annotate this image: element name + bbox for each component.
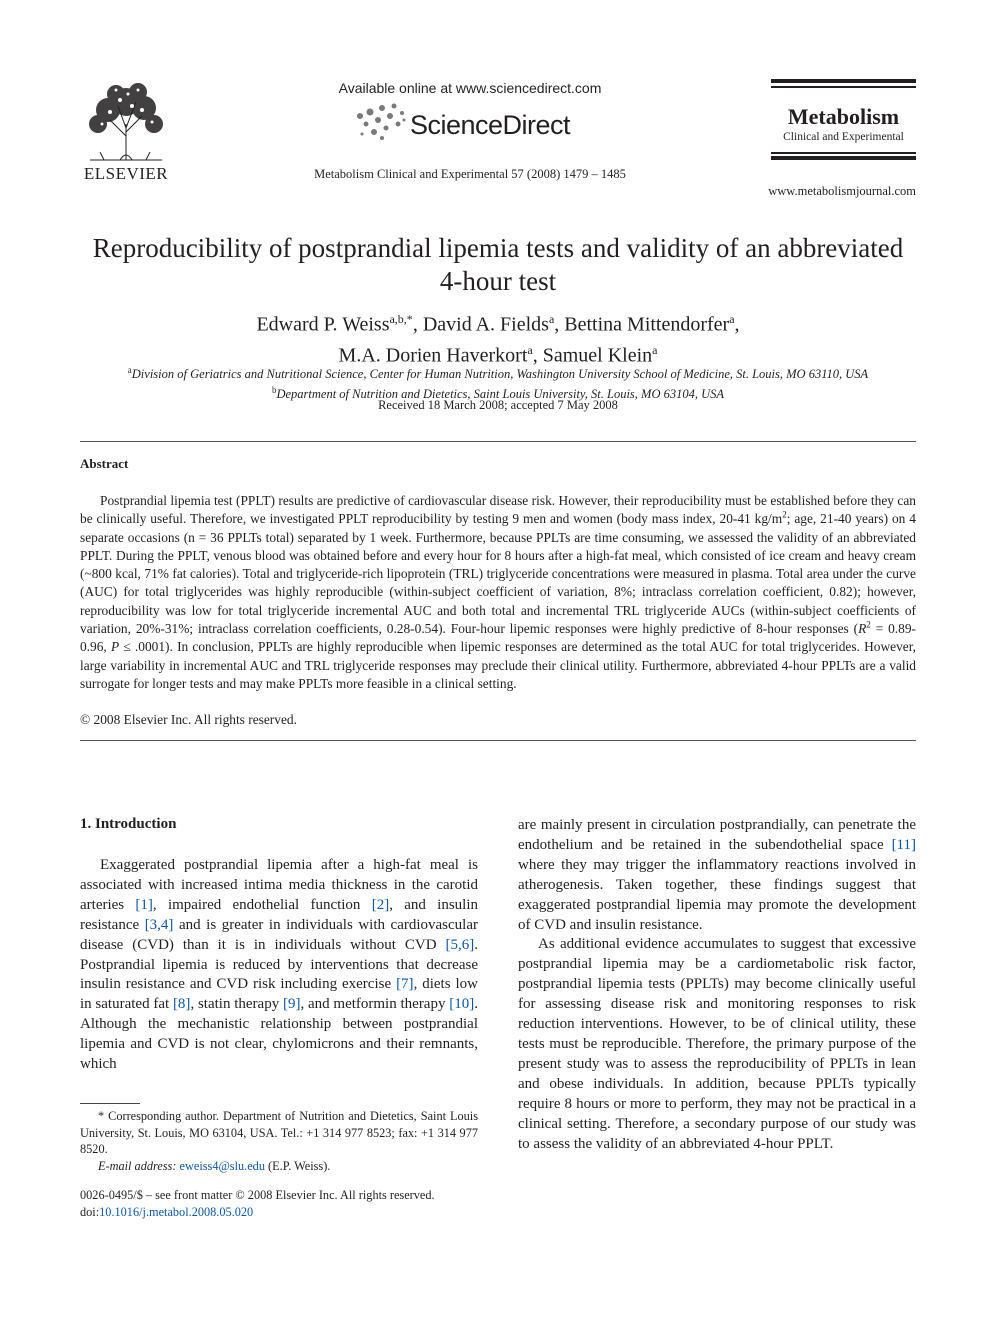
intro-paragraph-1 <box>80 856 478 1075</box>
received-accepted-dates: Received 18 March 2008; accepted 7 May 2008 <box>378 398 618 412</box>
available-online-text: Available online at www.sciencedirect.com <box>338 80 602 96</box>
journal-subtitle: Clinical and Experimental <box>783 131 904 143</box>
body-text: , statin therapy <box>190 996 283 1013</box>
doi-line <box>80 1204 500 1221</box>
author-separator: , <box>554 313 565 336</box>
author-name[interactable]: M.A. Dorien Haverkort <box>338 344 528 367</box>
author-affiliation-marker: a <box>527 342 533 357</box>
author-name[interactable]: Samuel Klein <box>542 344 653 367</box>
reference-link[interactable]: [1] <box>135 896 153 913</box>
section-heading-introduction: 1. Introduction <box>80 816 177 832</box>
intro-paragraph-1-continued <box>518 816 916 935</box>
r-symbol: R <box>858 621 867 637</box>
abstract-text: = 0.89-0.96, <box>80 621 917 655</box>
brand-rule <box>771 152 916 154</box>
body-text: Exaggerated postprandial lipemia after a high-fat meal is associated with increased intima media thickness in the carotid arteries <box>80 857 478 913</box>
body-text: , diets low in saturated fat <box>80 976 478 1013</box>
reference-link[interactable]: [9] <box>282 996 301 1013</box>
author-name[interactable]: David A. Fields <box>422 313 549 336</box>
body-text: where they may trigger the inflammatory reactions involved in atherogenesis. Taken together, these findings suggest that exaggerated postprandial lipemia may promote the development of CVD and insulin resistance. <box>518 856 916 933</box>
journal-brand: Metabolism <box>787 104 900 129</box>
affiliation-a <box>80 362 916 382</box>
article-title <box>80 232 916 298</box>
author-list <box>80 307 916 368</box>
abstract-rule-top <box>80 441 916 442</box>
affiliation-label: a <box>127 365 132 375</box>
title-line-1: Reproducibility of postprandial lipemia tests and validity of an abbreviated <box>92 233 904 263</box>
author-separator: , <box>734 313 740 336</box>
corresponding-author-note: * Corresponding author. Department of Nutrition and Dietetics, Saint Louis University, St. Louis, MO 63104, USA. Tel.: +1 314 977 8523; fax: +1 314 977 8520. <box>80 1109 478 1156</box>
journal-url: www.metabolismjournal.com <box>768 184 916 198</box>
body-text: are mainly present in circulation postprandially, can penetrate the endothelium and be retained in the subendothelial space <box>518 817 916 853</box>
author-affiliation-marker: a,b,* <box>389 312 413 326</box>
body-column-right <box>518 816 916 1154</box>
front-matter <box>80 1187 500 1220</box>
intro-paragraph-2: As additional evidence accumulates to suggest that excessive postprandial lipemia may be a cardiometabolic risk factor, postprandial lipemia tests (PPLTs) may become clinically useful for assessing disease risk and monitoring responses to risk reduction interventions. However, to be of clinical utility, these tests must be reproducible. Therefore, the primary purpose of the present study was to assess the reproducibility of PPLTs in lean and obese individuals. In addition, because PPLTs typically require 8 hours or more to perform, they may not be practical in a clinical setting. Therefore, a secondary purpose of our study was to assess the validity of an abbreviated 4-hour PPLT. <box>518 936 916 1152</box>
reference-link[interactable]: [10] <box>449 996 475 1013</box>
abstract-text: Postprandial lipemia test (PPLT) results are predictive of cardiovascular disease risk. However, their reproducibility must be established before they can be clinically useful. Therefore, we investigated PPLT reproducibility by testing 9 men and women (body mass index, 20-41 kg/m <box>80 493 916 527</box>
copyright-notice: © 2008 Elsevier Inc. All rights reserved. <box>80 712 297 727</box>
author-separator: , <box>532 344 543 367</box>
author-name[interactable]: Edward P. Weiss <box>256 313 390 336</box>
author-affiliation-marker: a <box>652 342 658 357</box>
p-symbol: P <box>110 639 120 655</box>
superscript: 2 <box>782 509 787 520</box>
footnote <box>80 1108 478 1174</box>
abstract-text: ≤ .0001). In conclusion, PPLTs are highly reproducible when lipemic responses are determined as the total AUC for total triglycerides. However, large variability in incremental AUC and TRL triglyceride responses may preclude their clinical utility. Furthermore, abbreviated 4-hour PPLTs are a valid surrogate for longer tests and may make PPLTs more feasible in a clinical setting. <box>80 639 916 691</box>
body-text: , impaired endothelial function <box>152 896 372 913</box>
body-text: . Although the mechanistic relationship between postprandial lipemia and CVD is not clear, chylomicrons and their remnants, which <box>80 996 478 1073</box>
author-separator: , <box>412 313 423 336</box>
reference-link[interactable]: [7] <box>396 976 414 993</box>
body-text: , and metformin therapy <box>300 996 450 1013</box>
footnote-rule <box>80 1103 140 1104</box>
abstract-text: ; age, 21-40 years) on 4 separate occasions (n = 36 PPLTs total) separated by 1 week. Furthermore, because PPLTs are time consuming, we assessed the validity of an abbreviated PPLT. During the PPLT, venous blood was obtained before and every hour for 8 hours after a high-fat meal, which consisted of ice cream and heavy cream (~800 kcal, 71% fat calories). Total and triglyceride-rich lipoprotein (TRL) triglyceride concentrations were measured in plasma. Total area under the curve (AUC) for total triglycerides was highly reproducible (within-subject coefficient of variation, 8%; intraclass correlation coefficient, 0.82); however, reproducibility was low for total triglyceride incremental AUC and both total and incremental TRL triglyceride AUCs (within-subject coefficients of variation, 20%-31%; intraclass correlation coefficients, 0.28-0.54). Four-hour lipemic responses were highly predictive of 8-hour responses ( <box>80 511 916 637</box>
abstract-rule-bottom <box>80 740 916 741</box>
body-text: , and insulin resistance <box>80 896 479 933</box>
issn-line: 0026-0495/$ – see front matter © 2008 Elsevier Inc. All rights reserved. <box>80 1188 435 1202</box>
abstract-body <box>80 492 916 693</box>
elsevier-tree-logo-icon <box>80 80 172 162</box>
body-text: . Postprandial lipemia is reduced by interventions that decrease insulin resistance and CVD risk including exercise <box>80 936 478 993</box>
brand-rule <box>771 156 916 160</box>
abstract-heading: Abstract <box>80 456 129 471</box>
email-link[interactable]: eweiss4@slu.edu <box>179 1158 265 1173</box>
author-affiliation-marker: a <box>548 312 555 326</box>
reference-link[interactable]: [11] <box>891 836 916 853</box>
superscript: 2 <box>866 619 871 630</box>
author-name[interactable]: Bettina Mittendorfer <box>564 313 730 336</box>
affiliations <box>80 362 916 402</box>
affiliation-text: Division of Geriatrics and Nutritional Science, Center for Human Nutrition, Washington University School of Medicine, St. Louis, MO 63110, USA <box>131 367 869 382</box>
title-line-2: 4-hour test <box>439 266 557 296</box>
reference-link[interactable]: [2] <box>371 896 390 913</box>
publisher-wordmark: ELSEVIER <box>83 164 169 183</box>
reference-link[interactable]: [5,6] <box>445 936 475 953</box>
email-note <box>80 1158 478 1175</box>
doi-label: doi: <box>80 1204 100 1219</box>
brand-rule <box>771 86 916 88</box>
reference-link[interactable]: [8] <box>172 996 191 1013</box>
reference-link[interactable]: [3,4] <box>144 916 174 933</box>
doi-link[interactable]: 10.1016/j.metabol.2008.05.020 <box>99 1204 254 1219</box>
body-column-left <box>80 856 478 1075</box>
body-text: and is greater in individuals with cardiovascular disease (CVD) than it is in individuals without CVD <box>80 916 478 953</box>
journal-citation: Metabolism Clinical and Experimental 57 (2008) 1479 – 1485 <box>314 167 626 181</box>
author-affiliation-marker: a <box>729 312 735 326</box>
sciencedirect-wordmark: ScienceDirect <box>410 110 571 140</box>
brand-rule <box>771 79 916 83</box>
email-owner: (E.P. Weiss). <box>264 1158 331 1173</box>
affiliation-label: b <box>271 385 277 396</box>
email-label: E-mail address: <box>98 1158 177 1173</box>
affiliation-text: Department of Nutrition and Dietetics, Saint Louis University, St. Louis, MO 63104, USA <box>276 387 725 402</box>
